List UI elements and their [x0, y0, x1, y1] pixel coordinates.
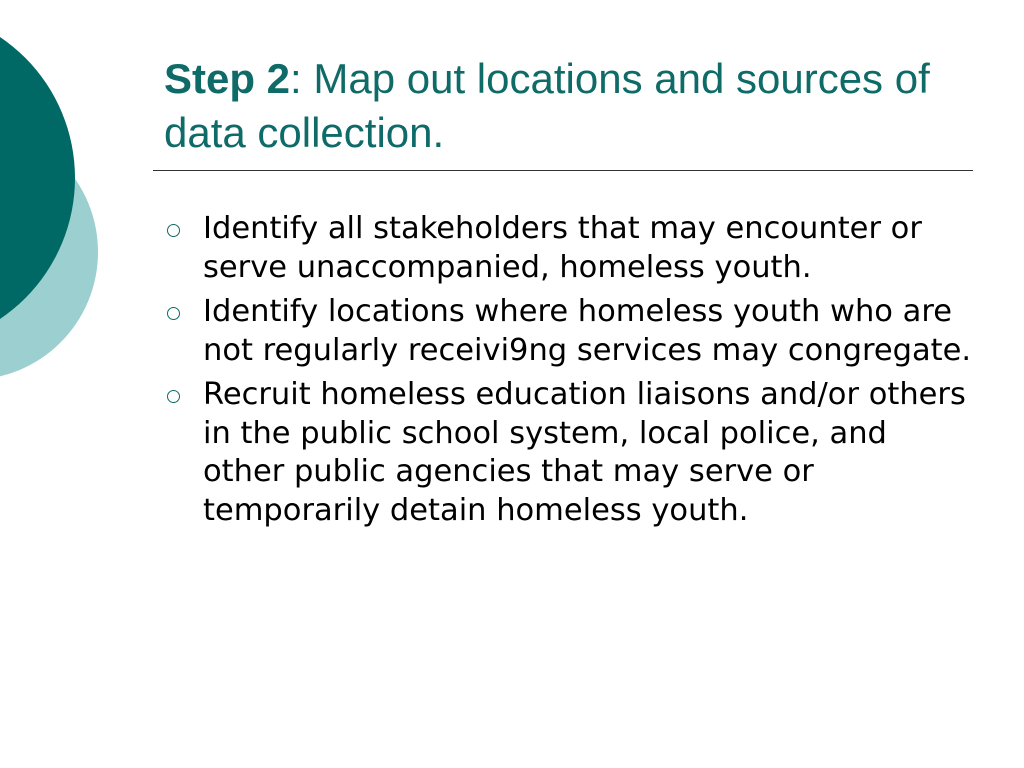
hollow-circle-bullet-icon: [167, 307, 180, 320]
slide-title: [164, 52, 984, 160]
bullet-text: Identify all stakeholders that may encounter or serve unaccompanied, homeless youth.: [203, 211, 922, 285]
slide-title-text: : Map out locations and sources of data collection.: [164, 55, 930, 156]
decorative-circles: [0, 0, 110, 400]
bullet-text: Recruit homeless education liaisons and/or others in the public school system, local police, and other public agencies that may serve or temporarily detain homeless youth.: [203, 377, 966, 528]
bullet-item-recruit: [165, 376, 975, 530]
bullet-list: [165, 210, 975, 536]
bullet-item-stakeholders: [165, 210, 975, 287]
bullet-item-locations: [165, 293, 975, 370]
slide-title-step: Step 2: [164, 55, 291, 102]
hollow-circle-bullet-icon: [167, 224, 180, 237]
title-divider: [153, 170, 973, 171]
hollow-circle-bullet-icon: [167, 390, 180, 403]
bullet-text: Identify locations where homeless youth who are not regularly receivi9ng services may congregate.: [203, 294, 972, 368]
